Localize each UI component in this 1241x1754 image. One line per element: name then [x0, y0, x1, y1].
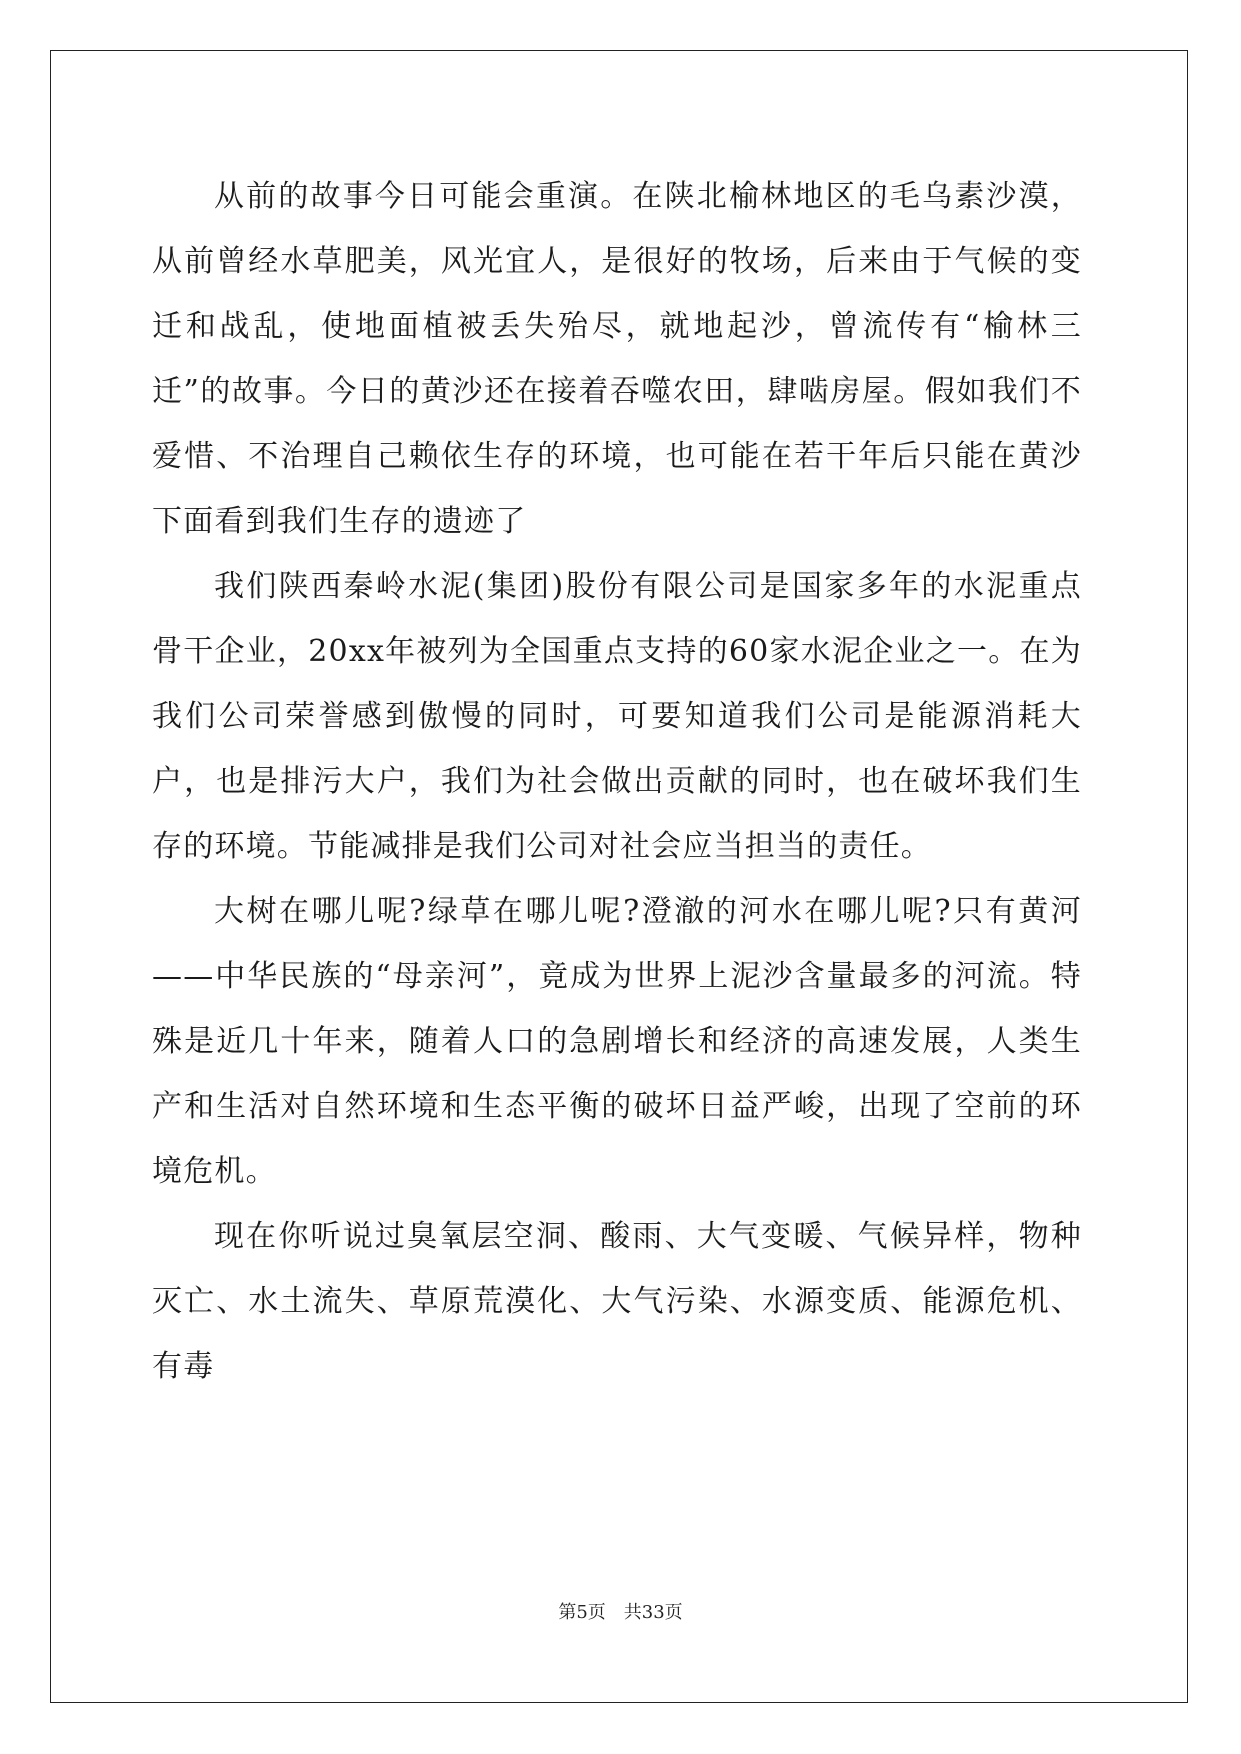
page-prefix: 第: [558, 1602, 577, 1623]
total-pages: 33: [641, 1602, 665, 1623]
paragraph-1: 从前的故事今日可能会重演。在陕北榆林地区的毛乌素沙漠，从前曾经水草肥美，风光宜人，是很好的牧场，后来由于气候的变迁和战乱，使地面植被丢失殆尽，就地起沙，曾流传有“榆林三迁”的故事。今日的黄沙还在接着吞噬农田，肆啮房屋。假如我们不爱惜、不治理自己赖依生存的环境，也可能在若干年后只能在黄沙下面看到我们生存的遗迹了: [152, 179, 1082, 539]
total-suffix: 页: [664, 1602, 683, 1623]
page-footer: [0, 1598, 1241, 1624]
paragraph-2: 我们陕西秦岭水泥(集团)股份有限公司是国家多年的水泥重点骨干企业，20xx年被列为全国重点支持的60家水泥企业之一。在为我们公司荣誉感到傲慢的同时，可要知道我们公司是能源消耗大户，也是排污大户，我们为社会做出贡献的同时，也在破坏我们生存的环境。节能减排是我们公司对社会应当担当的责任。: [152, 569, 1082, 864]
document-body: [152, 164, 1082, 1399]
page-suffix: 页: [587, 1602, 606, 1623]
paragraph-4: 现在你听说过臭氧层空洞、酸雨、大气变暖、气候异样，物种灭亡、水土流失、草原荒漠化、大气污染、水源变质、能源危机、有毒: [152, 1219, 1082, 1384]
total-prefix: 共: [623, 1602, 642, 1623]
paragraph-3: 大树在哪儿呢?绿草在哪儿呢?澄澈的河水在哪儿呢?只有黄河——中华民族的“母亲河”，竟成为世界上泥沙含量最多的河流。特殊是近几十年来，随着人口的急剧增长和经济的高速发展，人类生产和生活对自然环境和生态平衡的破坏日益严峻，出现了空前的环境危机。: [152, 894, 1082, 1189]
page-number: 5: [576, 1602, 588, 1623]
